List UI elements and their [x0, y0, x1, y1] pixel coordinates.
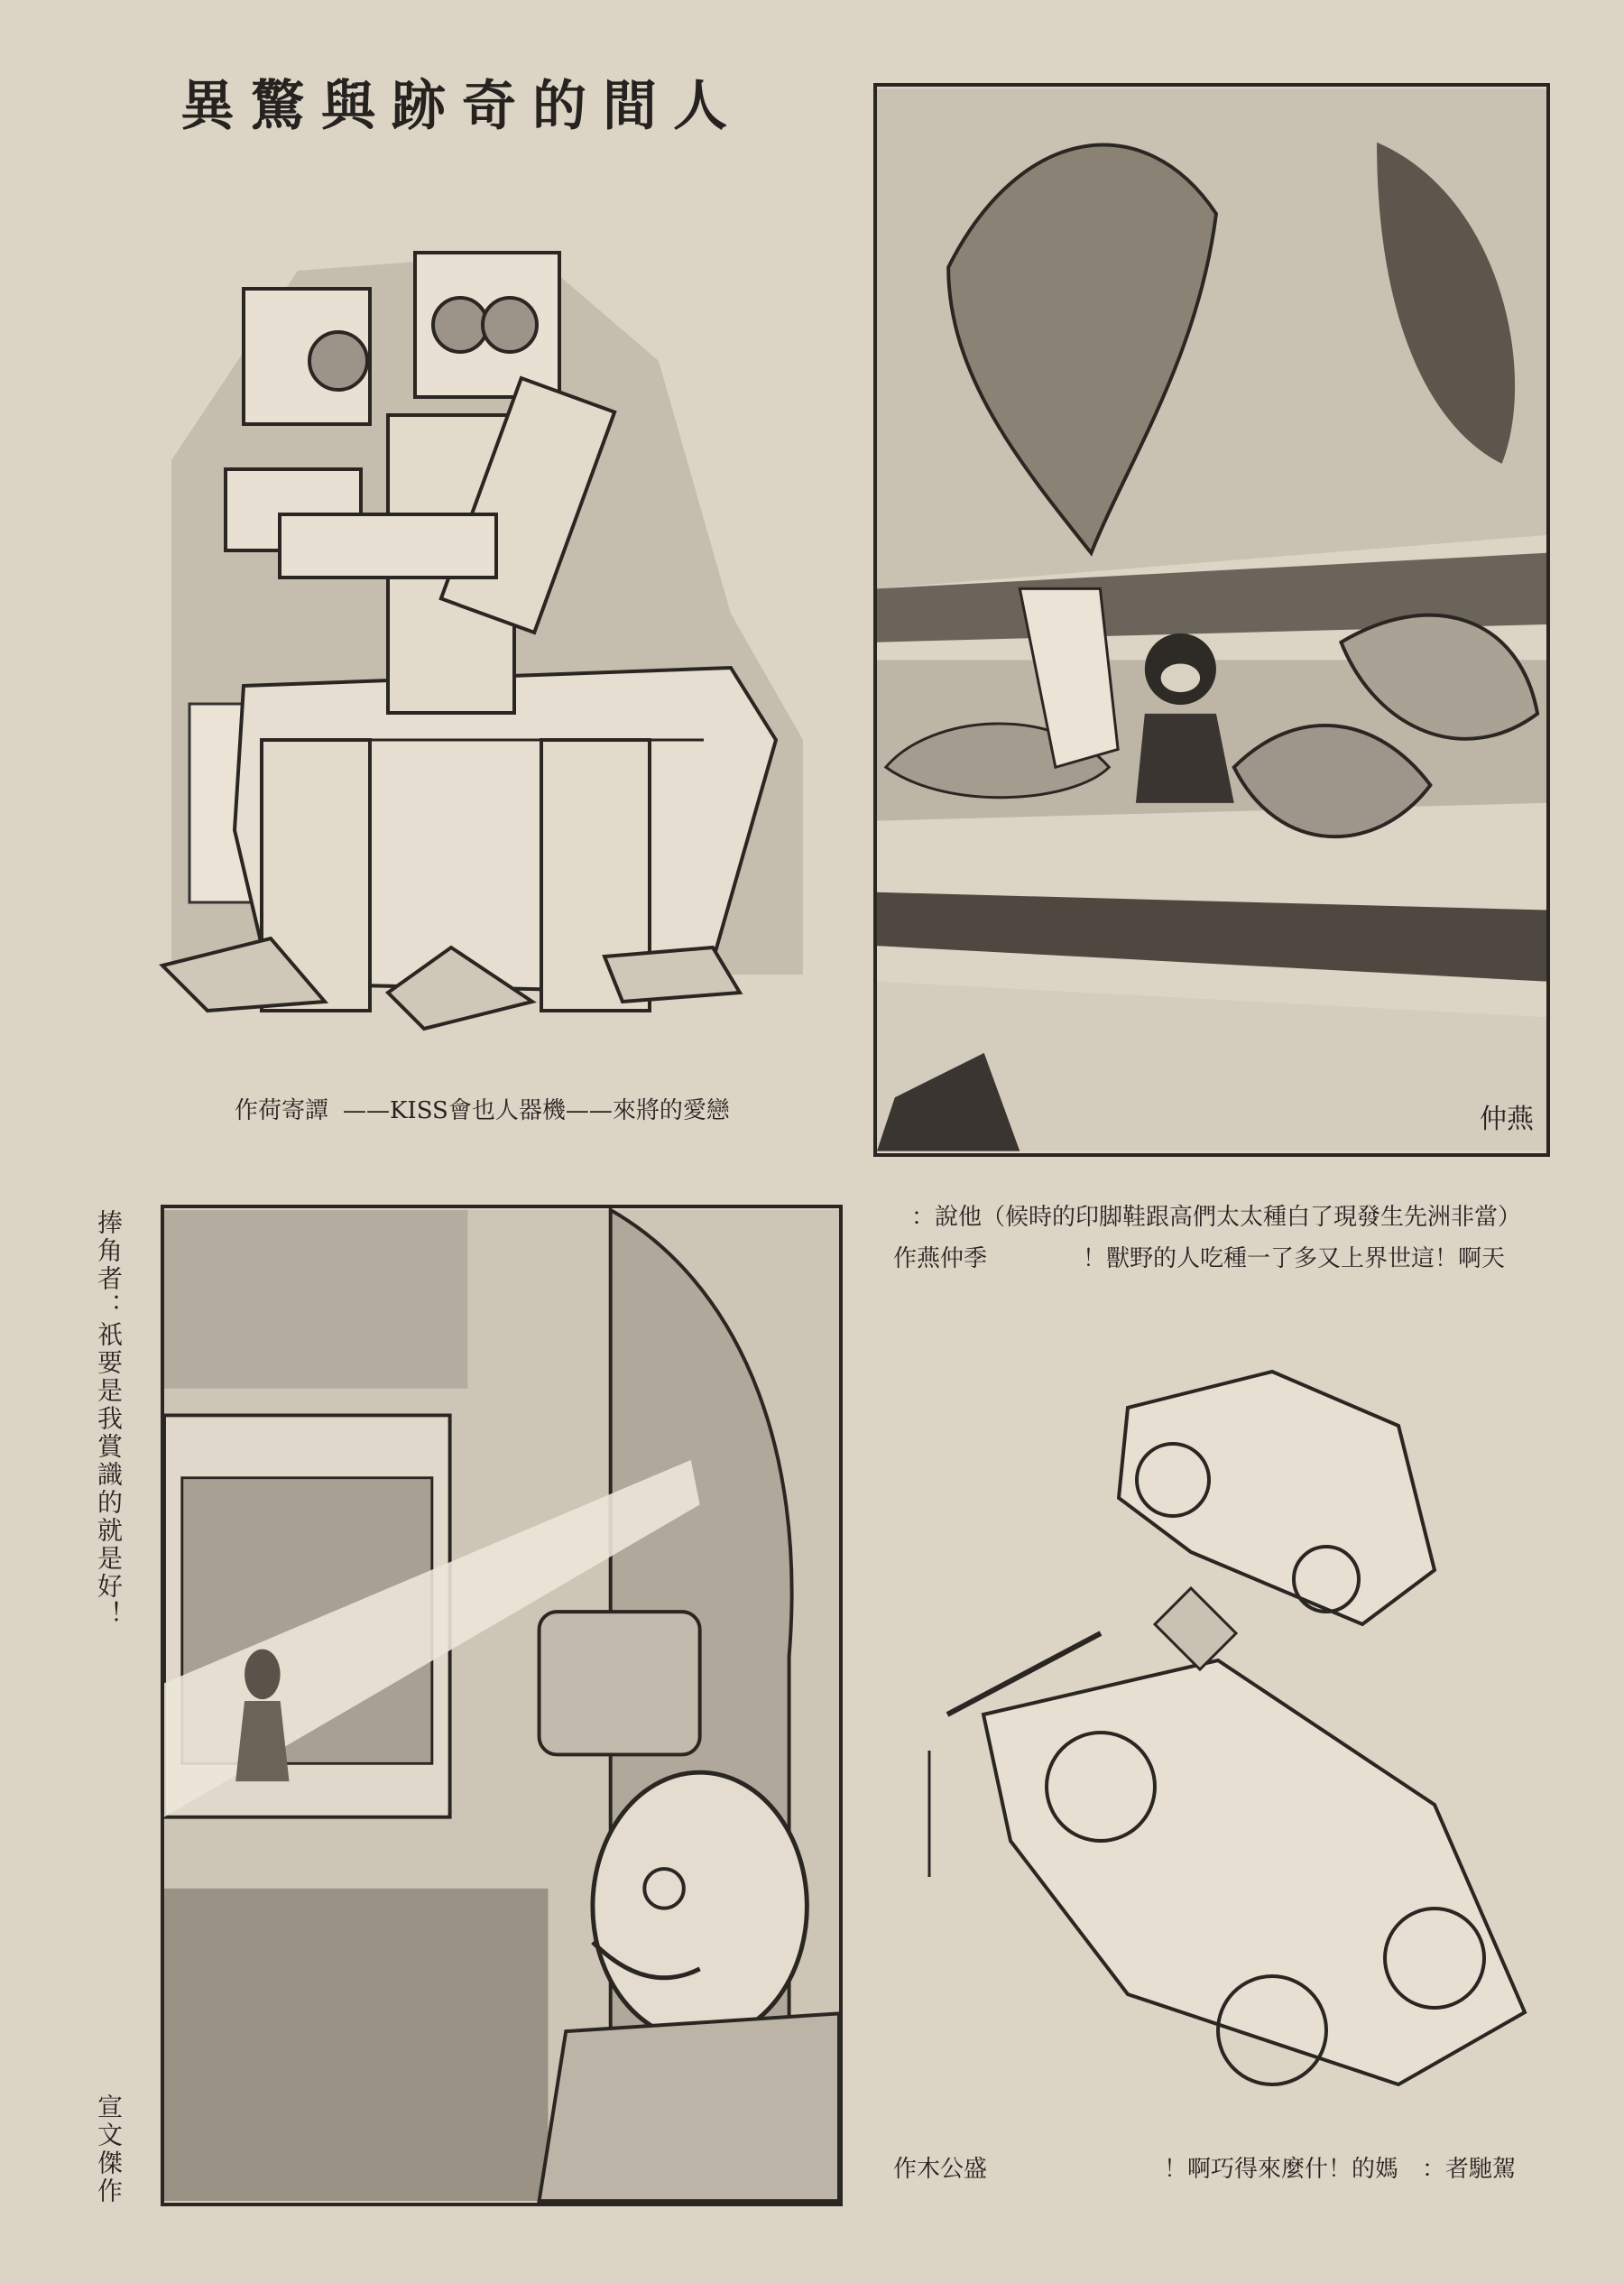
jungle-caption-line2: ！獸野的人吃種一了多又上界世這！啊天	[1083, 1245, 1506, 1272]
cars-drawing	[893, 1336, 1579, 2112]
jungle-illustration	[873, 83, 1550, 1157]
cars-caption: ！啊巧得來麼什！的媽 ：者馳駕	[1164, 2156, 1517, 2183]
robots-author: 作荷寄譚	[235, 1097, 329, 1124]
theater-author: 宣文傑作	[94, 2094, 124, 2205]
robots-drawing	[153, 235, 830, 1056]
robots-illustration	[153, 235, 830, 1056]
jungle-drawing	[877, 87, 1546, 1153]
theater-side-text: 捧角者：祇要是我賞識的就是好！	[94, 1209, 124, 1629]
robots-caption: ——KISS會也人器機——來將的愛戀	[343, 1097, 730, 1124]
theater-drawing	[164, 1208, 839, 2203]
theater-illustration	[161, 1205, 843, 2206]
jungle-author: 作燕仲季	[893, 1245, 988, 1272]
jungle-signature: 仲燕	[1480, 1104, 1534, 1135]
cars-illustration	[893, 1336, 1579, 2112]
cars-author: 作木公盛	[893, 2156, 988, 2183]
page-title: 異驚與跡奇的間人	[180, 75, 743, 138]
jungle-caption-line1: ：說他（候時的印脚鞋跟高們太太種白了現發生先洲非當）	[911, 1204, 1522, 1231]
